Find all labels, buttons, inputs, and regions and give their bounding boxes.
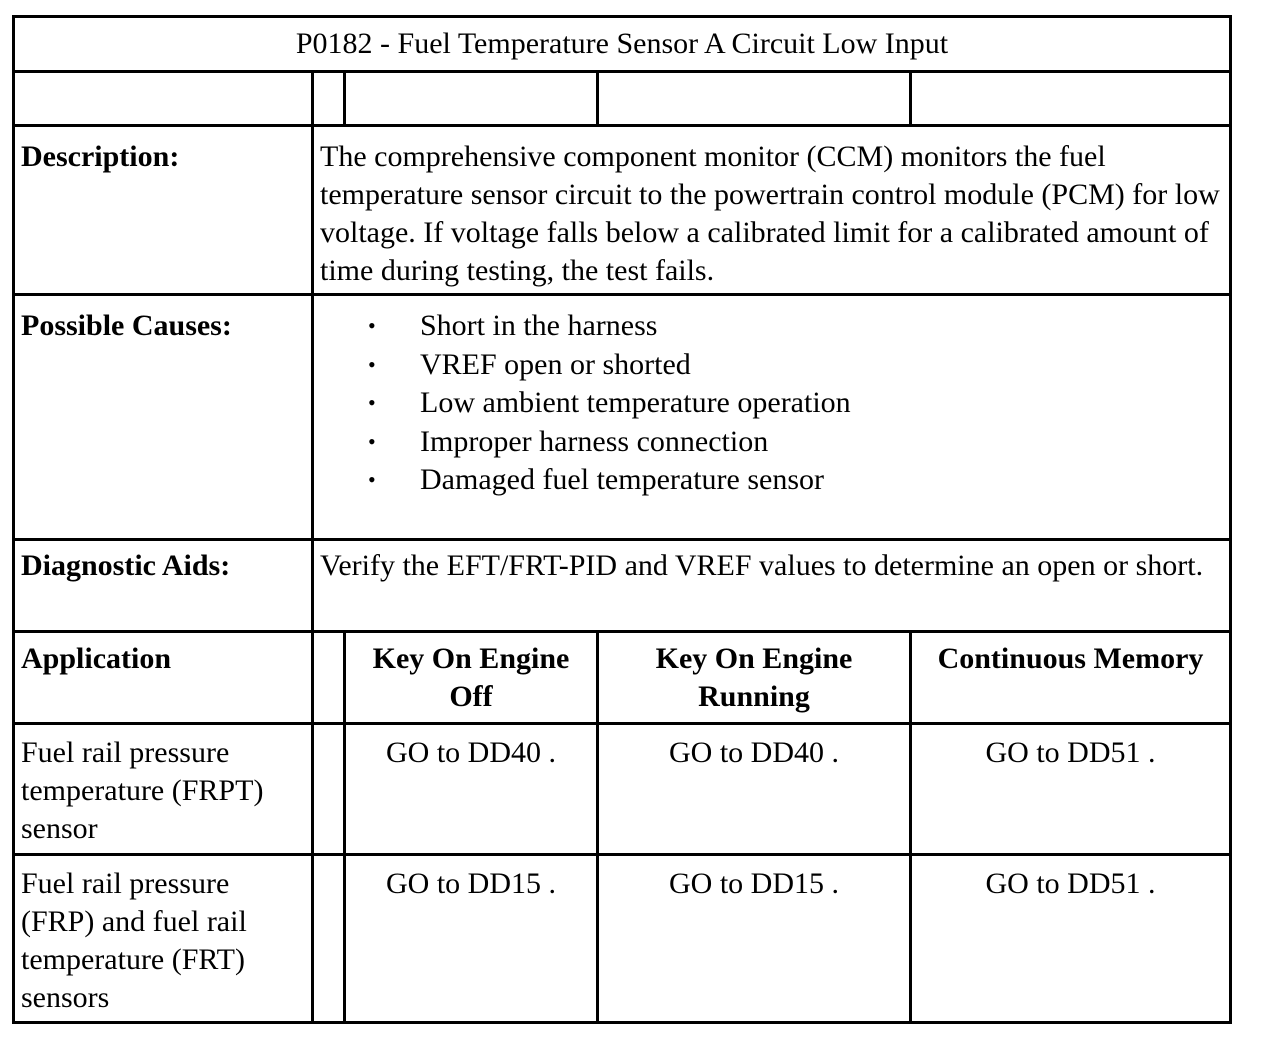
list-item	[368, 461, 1223, 500]
description-text: The comprehensive component monitor (CCM) monitors the fuel temperature sensor circuit to the powertrain control module (PCM) for low voltage. If voltage falls below a calibrated limit for a calibrated amount of time during testing, the test fails.	[313, 126, 1231, 295]
dtc-table	[12, 15, 1232, 1024]
empty-cell	[911, 72, 1231, 126]
cause-text: Damaged fuel temperature sensor	[420, 463, 824, 496]
application-header-row	[14, 632, 1231, 724]
application-cell: Fuel rail pressure temperature (FRPT) sensor	[14, 724, 313, 855]
bullet-icon: •	[368, 313, 376, 338]
diagnostic-aids-label: Diagnostic Aids:	[14, 540, 313, 632]
koeo-header: Key On Engine Off	[345, 632, 598, 724]
continuous-memory-link[interactable]: GO to DD51 .	[911, 855, 1231, 1023]
bullet-icon: •	[368, 428, 376, 454]
koer-link[interactable]: GO to DD40 .	[598, 724, 911, 855]
description-row	[14, 126, 1231, 295]
empty-cell	[313, 724, 345, 855]
list-item	[368, 384, 1223, 423]
empty-row	[14, 72, 1231, 126]
application-header: Application	[14, 632, 313, 724]
page-title: P0182 - Fuel Temperature Sensor A Circuit Low Input	[14, 17, 1231, 72]
empty-cell	[313, 855, 345, 1023]
empty-cell	[345, 72, 598, 126]
diagnostic-aids-row	[14, 540, 1231, 632]
cause-text: VREF open or shorted	[420, 347, 691, 381]
table-row	[14, 724, 1231, 855]
empty-cell	[313, 72, 345, 126]
continuous-memory-header: Continuous Memory	[911, 632, 1231, 724]
koer-link[interactable]: GO to DD15 .	[598, 855, 911, 1023]
koer-header: Key On Engine Running	[598, 632, 911, 724]
cause-text: Short in the harness	[420, 309, 658, 342]
bullet-icon: •	[368, 467, 376, 492]
empty-cell	[14, 72, 313, 126]
list-item	[368, 307, 1223, 346]
continuous-memory-link[interactable]: GO to DD51 .	[911, 724, 1231, 855]
bullet-icon: •	[368, 390, 376, 415]
cause-text: Improper harness connection	[420, 424, 769, 458]
possible-causes-list	[320, 307, 1223, 500]
empty-cell	[598, 72, 911, 126]
title-row	[14, 17, 1231, 72]
diagnostic-aids-text: Verify the EFT/FRT-PID and VREF values to determine an open or short.	[313, 540, 1231, 632]
bullet-icon: •	[368, 351, 376, 377]
koeo-link[interactable]: GO to DD15 .	[345, 855, 598, 1023]
koeo-link[interactable]: GO to DD40 .	[345, 724, 598, 855]
empty-cell	[313, 632, 345, 724]
possible-causes-label: Possible Causes:	[14, 295, 313, 540]
list-item	[368, 423, 1223, 462]
application-cell: Fuel rail pressure (FRP) and fuel rail temperature (FRT) sensors	[14, 855, 313, 1023]
possible-causes-row	[14, 295, 1231, 540]
possible-causes-cell	[313, 295, 1231, 540]
description-label: Description:	[14, 126, 313, 295]
list-item	[368, 346, 1223, 385]
table-row	[14, 855, 1231, 1023]
cause-text: Low ambient temperature operation	[420, 386, 851, 419]
